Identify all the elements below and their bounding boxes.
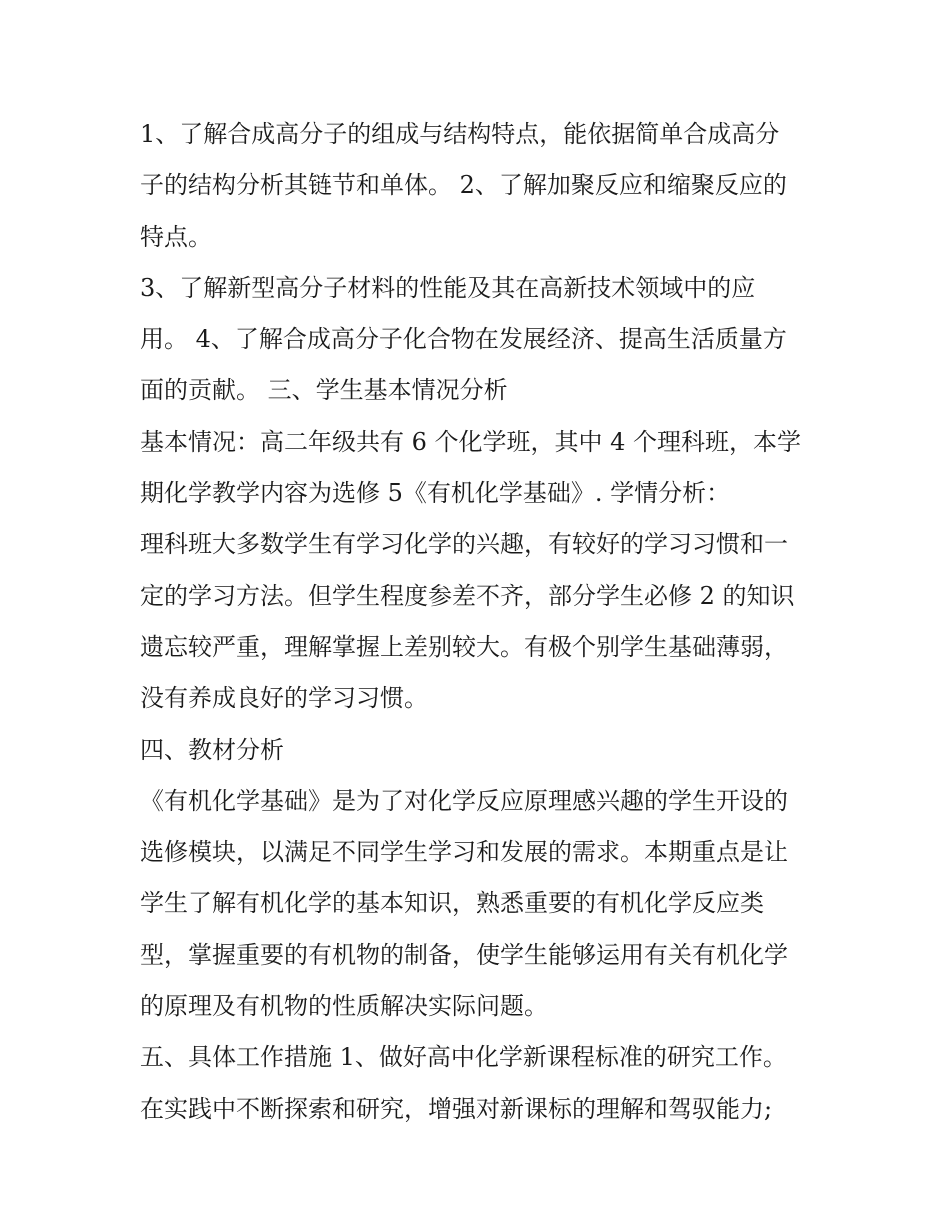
- text-line: 定的学习方法。但学生程度参差不齐，部分学生必修 2 的知识: [140, 581, 795, 610]
- text-line: 期化学教学内容为选修 5《有机化学基础》. 学情分析：: [140, 479, 731, 508]
- text-line: 遗忘较严重，理解掌握上差别较大。有极个别学生基础薄弱，: [140, 632, 788, 661]
- document-body: [140, 109, 820, 1135]
- text-line: 选修模块，以满足不同学生学习和发展的需求。本期重点是让: [140, 838, 788, 867]
- text-line: 特点。: [140, 222, 212, 251]
- text-line: 型，掌握重要的有机物的制备，使学生能够运用有关有机化学: [140, 940, 788, 969]
- text-line: 《有机化学基础》是为了对化学反应原理感兴趣的学生开设的: [140, 786, 788, 815]
- text-line: 理科班大多数学生有学习化学的兴趣，有较好的学习习惯和一: [140, 530, 788, 559]
- section-heading: 四、教材分析: [140, 735, 284, 764]
- text-line: 的原理及有机物的性质解决实际问题。: [140, 992, 548, 1021]
- text-line: 学生了解有机化学的基本知识，熟悉重要的有机化学反应类: [140, 889, 764, 918]
- text-line: 基本情况：高二年级共有 6 个化学班，其中 4 个理科班，本学: [140, 427, 802, 456]
- text-line: 面的贡献。 三、学生基本情况分析: [140, 376, 508, 405]
- text-line: 没有养成良好的学习习惯。: [140, 684, 428, 713]
- text-line: 用。 4、了解合成高分子化合物在发展经济、提高生活质量方: [140, 325, 787, 354]
- text-line: 五、具体工作措施 1、做好高中化学新课程标准的研究工作。: [140, 1043, 787, 1072]
- text-line: 子的结构分析其链节和单体。 2、了解加聚反应和缩聚反应的: [140, 171, 787, 200]
- text-line: 在实践中不断探索和研究，增强对新课标的理解和驾驭能力;: [140, 1094, 773, 1123]
- text-line: 3、了解新型高分子材料的性能及其在高新技术领域中的应: [140, 273, 756, 302]
- text-line: 1、了解合成高分子的组成与结构特点，能依据简单合成高分: [140, 120, 780, 148]
